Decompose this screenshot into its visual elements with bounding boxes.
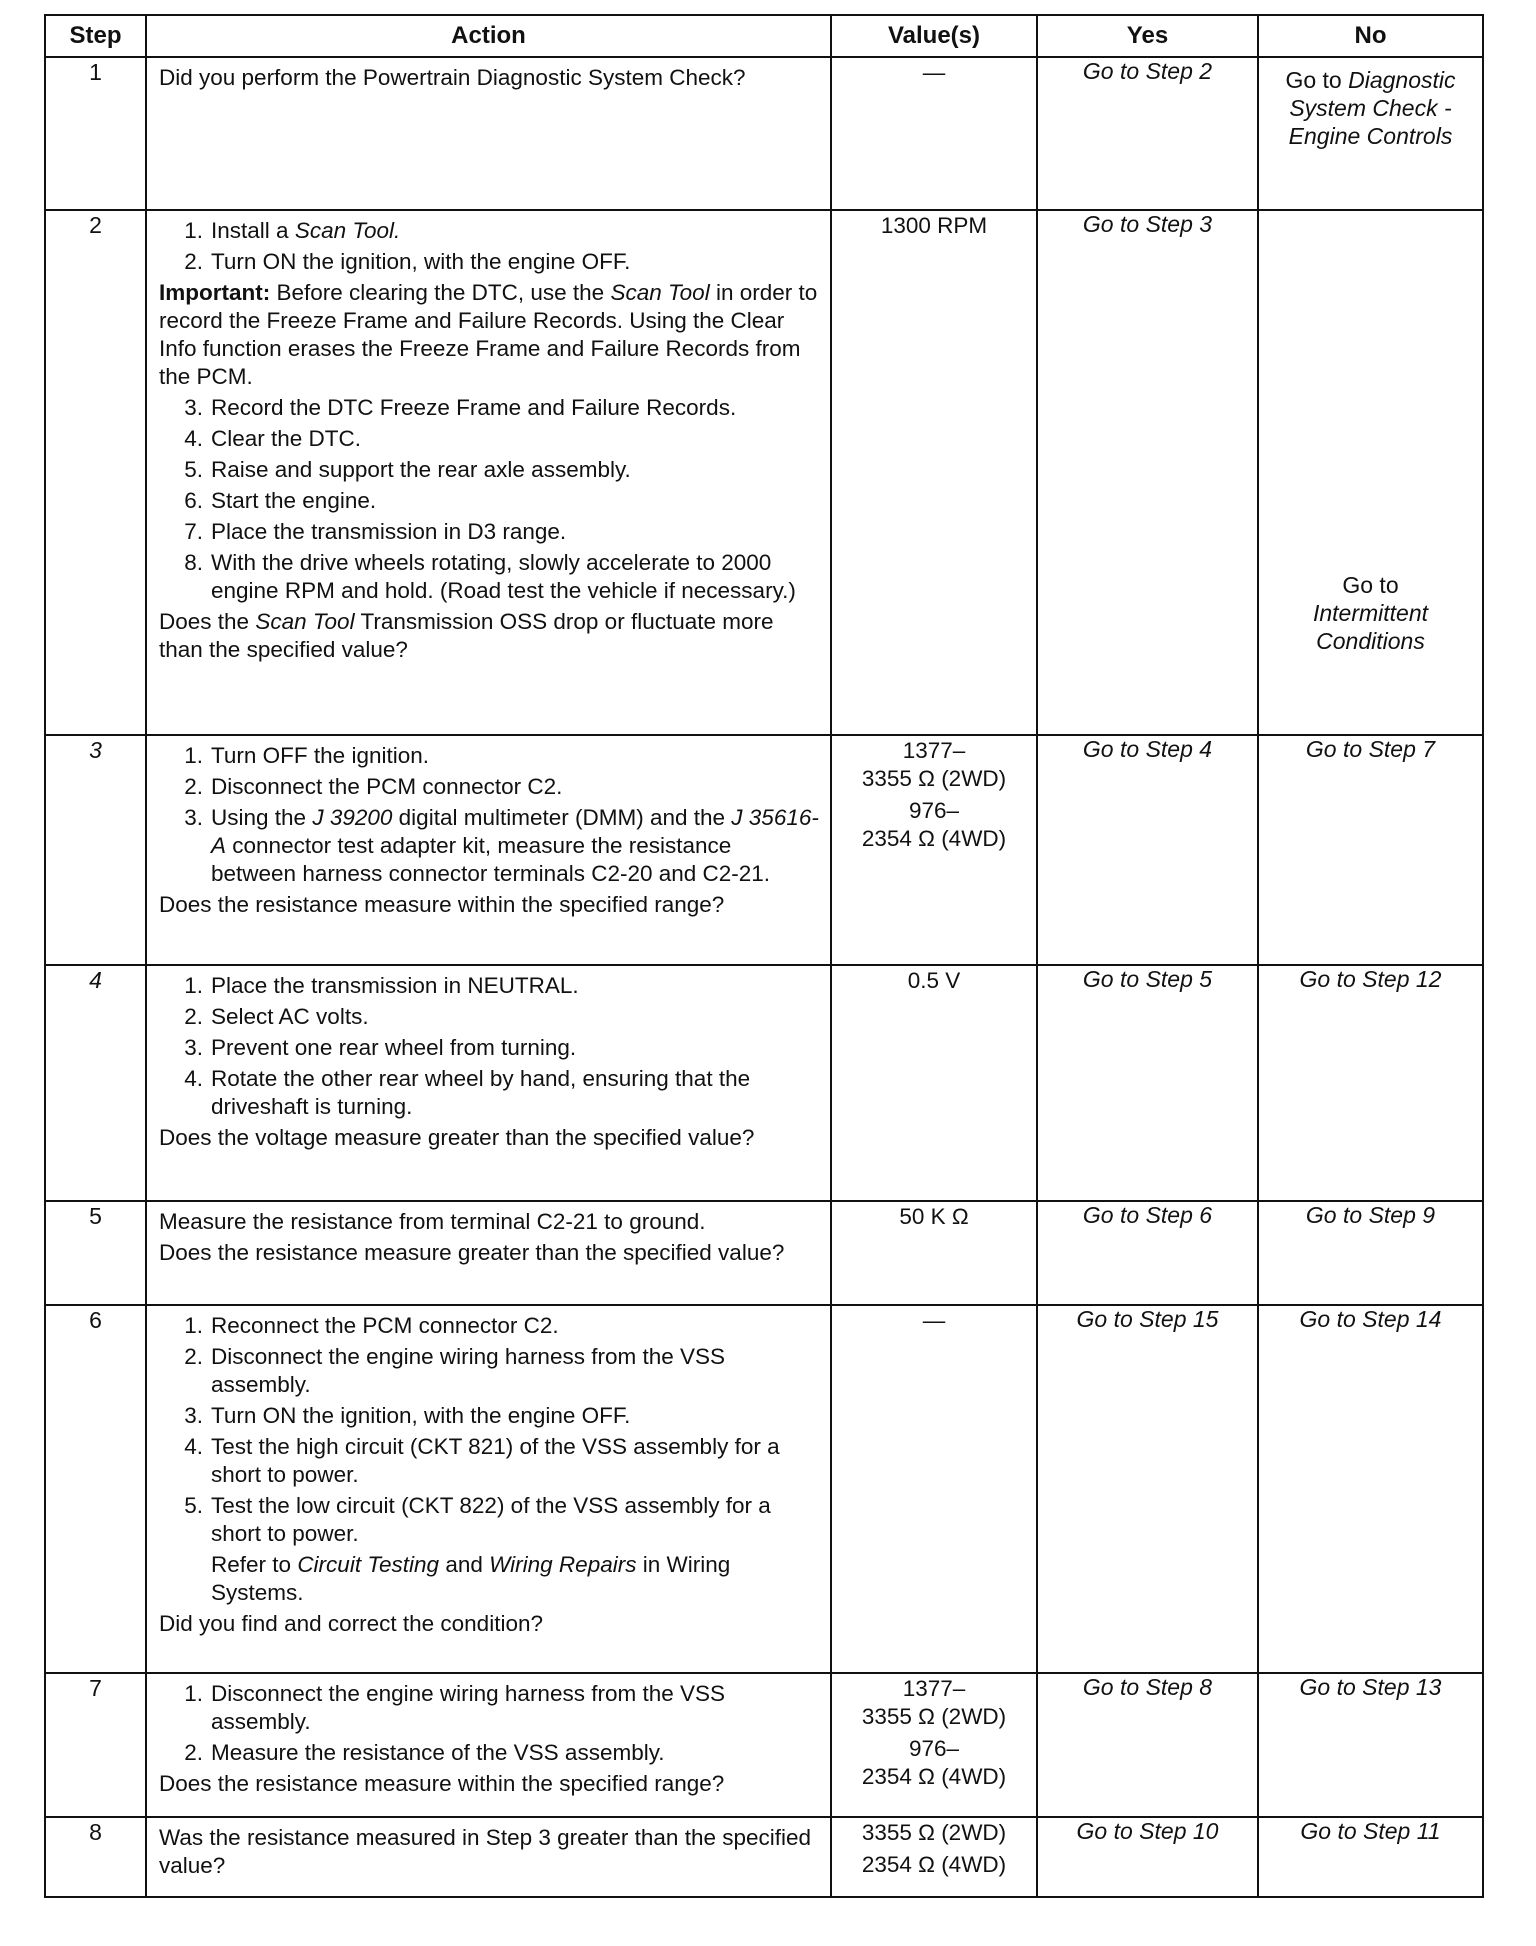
- table-row: [45, 1305, 1483, 1673]
- important-note: Important: Before clearing the DTC, use the Scan Tool in order to record the Freeze Frame and Failure Records. Using the Clear Info function erases the Freeze Frame and Failure Records from the PCM.: [159, 280, 818, 389]
- list-item: 1. Install a Scan Tool.: [184, 218, 401, 243]
- header-step: Step: [45, 15, 146, 57]
- action-cell: [146, 1201, 831, 1305]
- list-item: 2. Disconnect the PCM connector C2.: [184, 774, 563, 799]
- no-cell: Go to Step 9: [1258, 1201, 1483, 1305]
- step-number: 6: [45, 1305, 146, 1673]
- value-cell: 1377– 3355 Ω (2WD) 976– 2354 Ω (4WD): [831, 735, 1037, 965]
- list-item: 2. Select AC volts.: [184, 1004, 369, 1029]
- diagnostic-table: [44, 14, 1484, 1898]
- list-item: 3. Turn ON the ignition, with the engine OFF.: [184, 1403, 631, 1428]
- step-number: 5: [45, 1201, 146, 1305]
- yes-cell: Go to Step 3: [1037, 210, 1258, 735]
- list-item: 5. Test the low circuit (CKT 822) of the VSS assembly for a short to power.: [184, 1493, 771, 1546]
- list-item: 4. Clear the DTC.: [184, 426, 362, 451]
- action-question: Was the resistance measured in Step 3 greater than the specified value?: [159, 1825, 812, 1878]
- list-item: 1. Reconnect the PCM connector C2.: [184, 1313, 559, 1338]
- list-item: 4. Test the high circuit (CKT 821) of the VSS assembly for a short to power.: [184, 1434, 780, 1487]
- step-number: 3: [45, 735, 146, 965]
- header-no: No: [1258, 15, 1483, 57]
- yes-cell: Go to Step 10: [1037, 1817, 1258, 1897]
- table-row: [45, 1673, 1483, 1817]
- value-cell: 1377– 3355 Ω (2WD) 976– 2354 Ω (4WD): [831, 1673, 1037, 1817]
- yes-cell: Go to Step 6: [1037, 1201, 1258, 1305]
- yes-cell: Go to Step 2: [1037, 57, 1258, 210]
- list-item: 7. Place the transmission in D3 range.: [184, 519, 567, 544]
- step-number: 8: [45, 1817, 146, 1897]
- list-item: 3. Record the DTC Freeze Frame and Failure Records.: [184, 395, 737, 420]
- table-row: [45, 1201, 1483, 1305]
- no-goto: Go to: [1342, 572, 1399, 598]
- list-item: 2. Disconnect the engine wiring harness from the VSS assembly.: [184, 1344, 726, 1397]
- no-cell: [1258, 210, 1483, 735]
- yes-cell: Go to Step 8: [1037, 1673, 1258, 1817]
- value-cell: 1300 RPM: [831, 210, 1037, 735]
- action-cell: [146, 965, 831, 1201]
- action-cell: [146, 1817, 831, 1897]
- step-number: 1: [45, 57, 146, 210]
- header-action: Action: [146, 15, 831, 57]
- value-cell: —: [831, 57, 1037, 210]
- list-item: 5. Raise and support the rear axle assembly.: [184, 457, 631, 482]
- no-reference: Intermittent Conditions: [1312, 600, 1429, 654]
- table-row: [45, 735, 1483, 965]
- table-row: [45, 210, 1483, 735]
- list-item: 1. Place the transmission in NEUTRAL.: [184, 973, 579, 998]
- value-cell: 0.5 V: [831, 965, 1037, 1201]
- yes-cell: Go to Step 15: [1037, 1305, 1258, 1673]
- action-question: Does the resistance measure within the specified range?: [159, 1771, 725, 1796]
- action-cell: [146, 1305, 831, 1673]
- yes-cell: Go to Step 5: [1037, 965, 1258, 1201]
- action-question: Did you find and correct the condition?: [159, 1611, 543, 1636]
- step-number: 7: [45, 1673, 146, 1817]
- header-values: Value(s): [831, 15, 1037, 57]
- action-question: Does the resistance measure greater than the specified value?: [159, 1240, 785, 1265]
- table-row: [45, 57, 1483, 210]
- action-question: Does the resistance measure within the specified range?: [159, 892, 725, 917]
- table-row: [45, 1817, 1483, 1897]
- table-row: [45, 965, 1483, 1201]
- list-item: 2. Turn ON the ignition, with the engine OFF.: [184, 249, 631, 274]
- value-cell: 50 K Ω: [831, 1201, 1037, 1305]
- list-item: 2. Measure the resistance of the VSS assembly.: [184, 1740, 665, 1765]
- no-cell: Go to Step 12: [1258, 965, 1483, 1201]
- action-cell: [146, 210, 831, 735]
- step-number: 4: [45, 965, 146, 1201]
- action-text: Measure the resistance from terminal C2-21 to ground.: [159, 1209, 706, 1234]
- list-item: 8. With the drive wheels rotating, slowly accelerate to 2000 engine RPM and hold. (Road test the vehicle if necessary.): [184, 550, 796, 603]
- list-item: 1. Turn OFF the ignition.: [184, 743, 430, 768]
- action-question: Does the Scan Tool Transmission OSS drop or fluctuate more than the specified value?: [159, 609, 774, 662]
- list-item: 4. Rotate the other rear wheel by hand, ensuring that the driveshaft is turning.: [184, 1066, 751, 1119]
- action-question: Did you perform the Powertrain Diagnostic System Check?: [159, 65, 746, 90]
- no-goto: Go to: [1285, 67, 1342, 93]
- action-cell: [146, 735, 831, 965]
- list-item: 3. Prevent one rear wheel from turning.: [184, 1035, 577, 1060]
- action-cell: [146, 1673, 831, 1817]
- list-item: 1. Disconnect the engine wiring harness from the VSS assembly.: [184, 1681, 726, 1734]
- list-item: 6. Start the engine.: [184, 488, 377, 513]
- no-cell: [1258, 57, 1483, 210]
- reference-note: Refer to Circuit Testing and Wiring Repairs in Wiring Systems.: [211, 1552, 731, 1605]
- value-cell: 3355 Ω (2WD) 2354 Ω (4WD): [831, 1817, 1037, 1897]
- no-cell: Go to Step 14: [1258, 1305, 1483, 1673]
- header-row: [45, 15, 1483, 57]
- no-cell: Go to Step 13: [1258, 1673, 1483, 1817]
- step-number: 2: [45, 210, 146, 735]
- action-cell: [146, 57, 831, 210]
- value-cell: —: [831, 1305, 1037, 1673]
- header-yes: Yes: [1037, 15, 1258, 57]
- no-reference: Diagnostic System Check - Engine Controls: [1288, 67, 1456, 149]
- no-cell: Go to Step 7: [1258, 735, 1483, 965]
- no-cell: Go to Step 11: [1258, 1817, 1483, 1897]
- action-question: Does the voltage measure greater than the specified value?: [159, 1125, 755, 1150]
- list-item: 3. Using the J 39200 digital multimeter (DMM) and the J 35616-A connector test adapter kit, measure the resistance between harness connector terminals C2-20 and C2-21.: [184, 805, 819, 886]
- yes-cell: Go to Step 4: [1037, 735, 1258, 965]
